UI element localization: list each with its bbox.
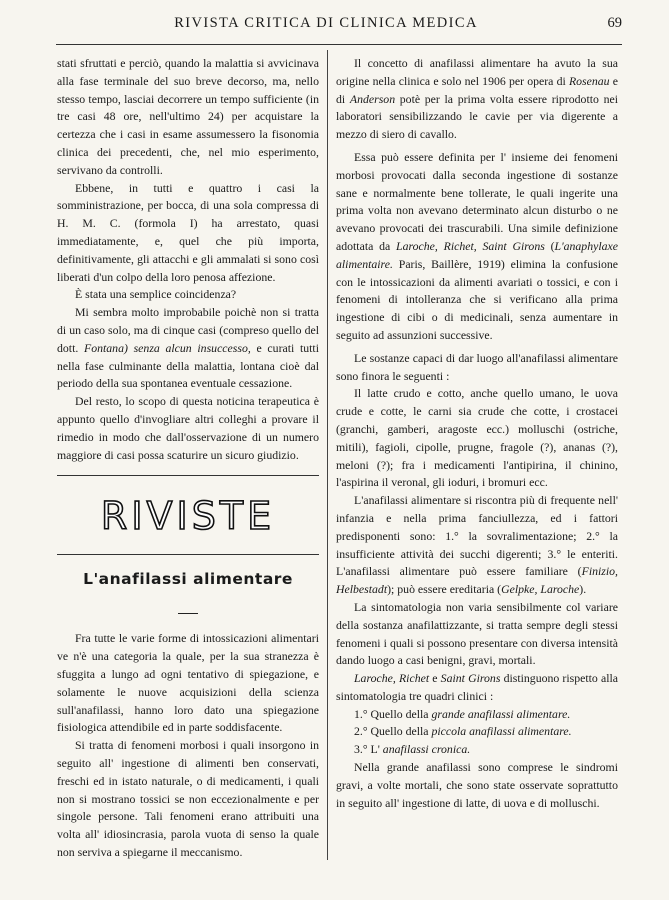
paragraph: Il latte crudo e cotto, anche quello umano, le uova crude e cotte, le carni sia crude che cotte, i crostacei (granchi, gamberi, aragoste ecc.) molluschi (ostriche, mitili), fagioli, cipolle, prugne, fragole (?), ananas (?), meloni (?); fra i medicamenti l'antipirina, il chinino, l'aspirina il veronal, gli ioduri, i bromuri ecc. <box>336 386 618 490</box>
page-number: 69 <box>607 15 622 31</box>
paragraph: È stata una semplice coincidenza? <box>75 287 237 302</box>
paragraph: Nella grande anafilassi sono comprese le sindromi gravi, a volte mortali, che sono state osservate soprattutto in seguito all' ingestione di latte, di uova e di molluschi. <box>336 760 618 810</box>
paragraph: stati sfruttati e perciò, quando la malattia si avvicinava alla fase terminale del suo breve decorso, ma, nello stesso tempo, lasciai decorrere un tempo sufficiente (in tre casi 48 ore, nell'ultimo 24) per acquistare la certezza che i casi in esame assumessero la fisonomia clinica dei precedenti, che, nel mio esperimento, servivano da controlli. <box>57 56 319 177</box>
right-column <box>336 55 618 812</box>
paragraph: Del resto, lo scopo di questa noticina terapeutica è appunto quello d'invogliare altri colleghi a provare il rimedio in modo che dall'osservazione di un numero maggiore di casi possa scaturire un sicuro giudizio. <box>57 394 319 462</box>
paragraph: La sintomatologia non varia sensibilmente col variare della sostanza anafilattizzante, si tratta sempre degli stessi fenomeni i quali si possono presentare con diversa intensità dando luogo a casi benigni, gravi, mortali. <box>336 599 618 668</box>
section-rule <box>57 475 319 476</box>
paragraph: Essa può essere definita per l' insieme dei fenomeni morbosi provocati dalla seconda ingestione di sostanze sane e normalmente bene tollerate, le quali ingerite una prima volta non avevano determinato alcun disturbo o ne avevano provocati dei trascurabili. Una simile definizione adottata da Laroche, Richet, Saint Girons (L'anaphylaxe alimentaire. Paris, Baillère, 1919) elimina la confusione con le intossicazioni da alimenti avariati o tossici, e con i fenomeni di intolleranza che si verificano alla prima ingestione di cibi o di medicinali, senza aumentare in seguito ad assunzioni successive. <box>336 149 618 342</box>
column-divider <box>327 50 328 860</box>
paragraph: L'anafilassi alimentare si riscontra più di frequente nell' infanzia e nella prima fanciullezza, ed i fattori predisponenti sono: 1.° la sovralimentazione; 2.° la insufficiente attività dei succhi digerenti; 3.° le enteriti. L'anafilassi alimentare può essere familiare (Finizio, Helbestadt); può essere ereditaria (Gelpke, Laroche). <box>336 493 618 597</box>
article-title: L'anafilassi alimentare <box>83 570 293 589</box>
left-column <box>57 55 319 862</box>
list-item: 1.° Quello della grande anafilassi alimentare. <box>354 706 571 721</box>
paragraph: Ebbene, in tutti e quattro i casi la somministrazione, per bocca, di una sola compressa di H. M. C. (formola I) ha arrestato, quasi immediatamente, e, quel che più importa, definitivamente, gli attacchi e gli ammalati si sono così liberati d'un colpo della loro penosa affezione. <box>57 180 319 284</box>
paragraph: Il concetto di anafilassi alimentare ha avuto la sua origine nella clinica e solo nel 1906 per opera di Rosenau e di Anderson potè per la prima volta essere riprodotto nei laboratori sensibilizzando le cavie per via digerente a mezzo di siero di cavallo. <box>336 56 618 142</box>
paragraph: Si tratta di fenomeni morbosi i quali insorgono in seguito all' ingestione di alimenti ben conservati, freschi ed in istato naturale, o di medicamenti, i quali non si mostrano tossici se non eccezionalmente e per singole persone. Tali fenomeni erano attribuiti una volta all' idiosincrasia, parola vuota di senso la quale non serviva a spiegarne il meccanismo. <box>57 738 319 859</box>
paragraph: Le sostanze capaci di dar luogo all'anafilassi alimentare sono finora le seguenti : <box>336 350 618 383</box>
list-item: 2.° Quello della piccola anafilassi alimentare. <box>354 724 572 739</box>
list-item: 3.° L' anafilassi cronica. <box>354 742 471 757</box>
title-separator <box>178 613 198 614</box>
header-rule <box>56 44 622 45</box>
section-heading: RIVISTE <box>100 494 276 539</box>
running-header <box>56 12 622 34</box>
section-rule <box>57 554 319 555</box>
paragraph: Fra tutte le varie forme di intossicazioni alimentari ve n'è una categoria la quale, per la sua stranezza è sfuggita a lungo ad ogni tentativo di spiegazione, e solamente le nuove acquisizioni della scienza sull'anafilassi, hanno loro dato una spiegazione fisiologica attendibile ed in parte soddisfacente. <box>57 631 319 735</box>
journal-title: RIVISTA CRITICA DI CLINICA MEDICA <box>174 15 478 31</box>
paragraph: Mi sembra molto improbabile poichè non si tratta di un caso solo, ma di cinque casi (compreso quello del dott. Fontana) senza alcun insuccesso, e curati tutti nella fase culminante della malattia, lontana cioè dal periodo della sua spontanea eventuale cessazione. <box>57 305 319 391</box>
paragraph: Laroche, Richet e Saint Girons distinguono rispetto alla sintomatologia tre quadri clinici : <box>336 671 618 703</box>
italic-text: Fontana) senza alcun insuccesso, <box>84 340 251 355</box>
